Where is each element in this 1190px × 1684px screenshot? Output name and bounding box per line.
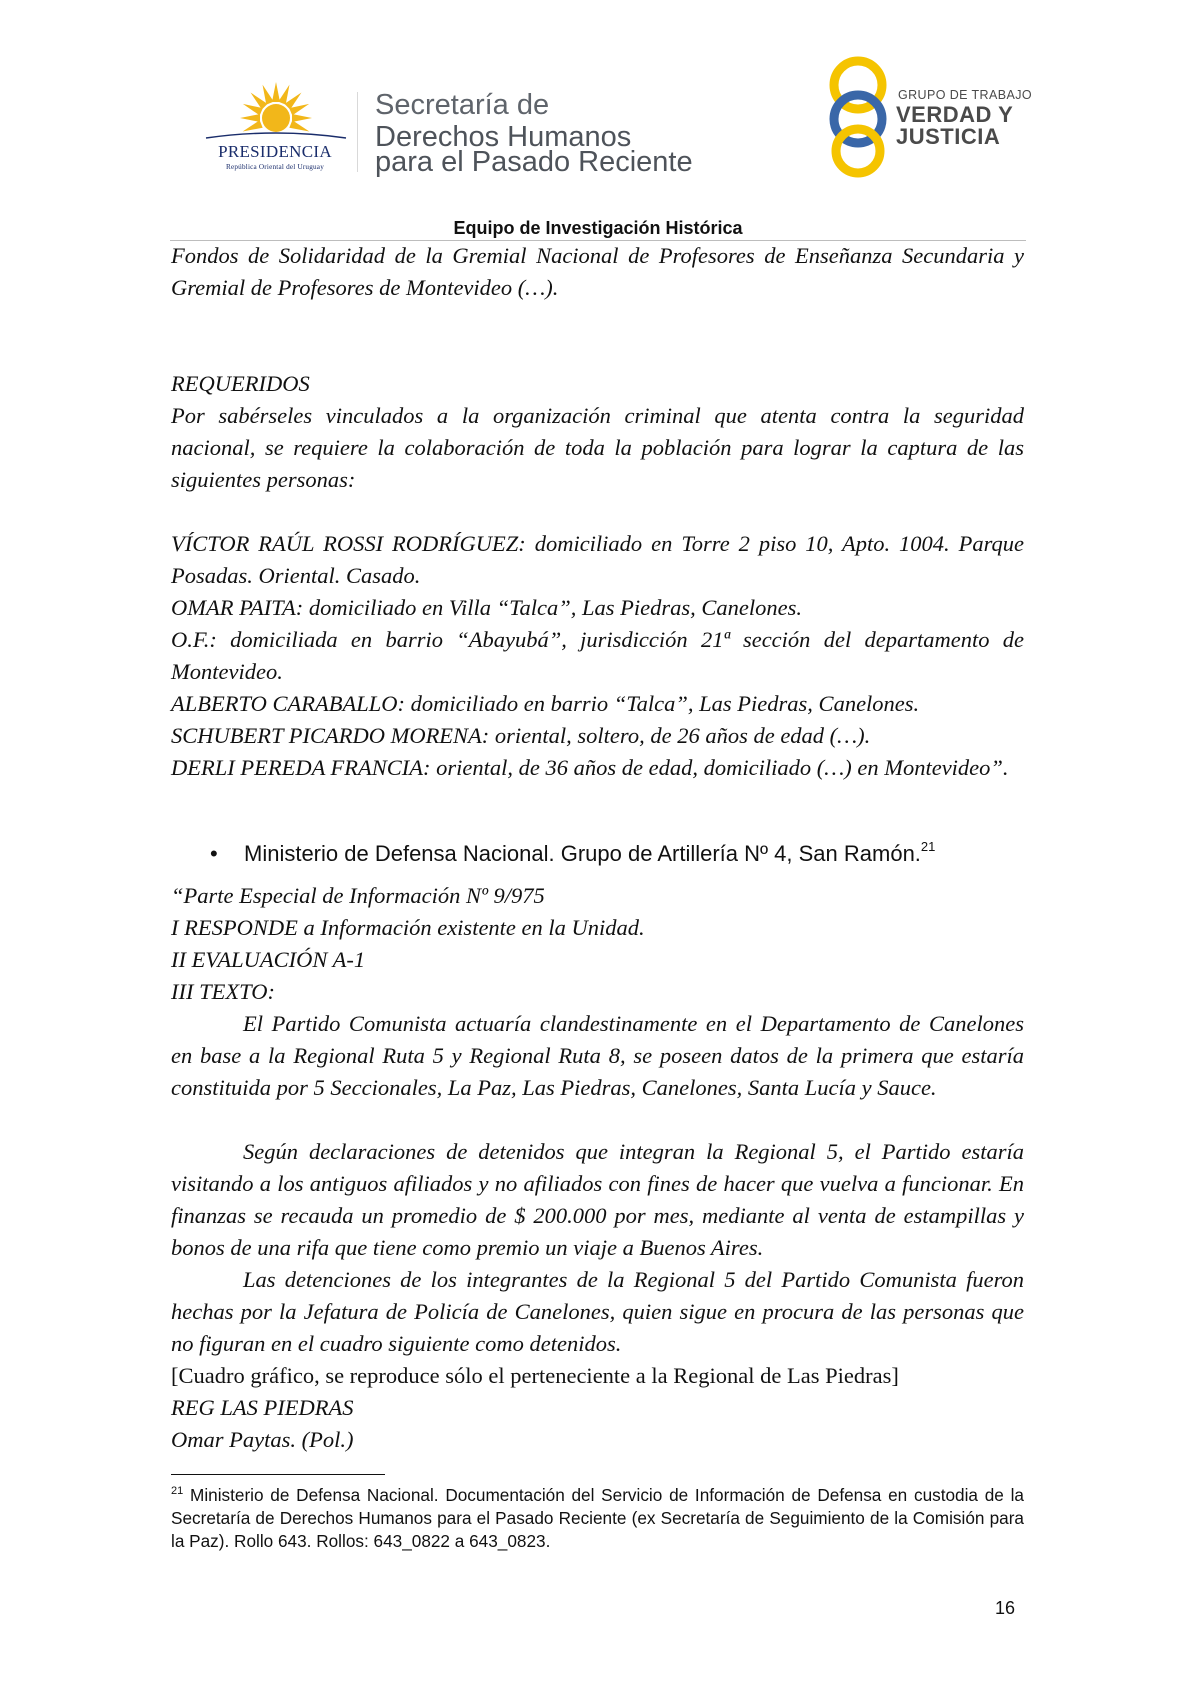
page-number: 16 <box>995 1598 1016 1618</box>
intro-paragraph: Fondos de Solidaridad de la Gremial Nacional de Profesores de Enseñanza Secundaria y Gremial de Profesores de Montevideo (…). <box>171 243 1024 300</box>
verdad-justicia-rings-icon <box>818 55 898 180</box>
justicia-label: JUSTICIA <box>896 124 1001 149</box>
verdad-label: VERDAD Y <box>896 102 1014 127</box>
person-item: OMAR PAITA: domiciliado en Villa “Talca”, Las Piedras, Canelones. <box>171 595 803 620</box>
footnote <box>171 1480 1024 1553</box>
requeridos-text: Por sabérseles vinculados a la organización criminal que atenta contra la seguridad nacional, se requiere la colaboración de toda la población para lograr la captura de las siguientes personas: <box>171 403 1024 492</box>
presidencia-sub-label: República Oriental del Uruguay <box>225 163 324 171</box>
bullet-dot-icon: • <box>210 841 218 866</box>
requeridos-title: REQUERIDOS <box>171 371 310 396</box>
secretaria-line2: Derechos Humanos <box>375 121 632 153</box>
header-divider <box>357 92 358 172</box>
source-bullet <box>210 832 935 869</box>
person-item: ALBERTO CARABALLO: domiciliado en barrio “Talca”, Las Piedras, Canelones. <box>171 691 920 716</box>
person-item: DERLI PEREDA FRANCIA: oriental, de 36 años de edad, domiciliado (…) en Montevideo”. <box>171 755 1009 780</box>
person-entry: Omar Paytas. (Pol.) <box>171 1427 354 1452</box>
secretaria-line1: Secretaría de <box>375 89 550 121</box>
parte-line: “Parte Especial de Información Nº 9/975 <box>171 883 545 908</box>
person-item: VÍCTOR RAÚL ROSSI RODRÍGUEZ: domiciliado en Torre 2 piso 10, Apto. 1004. Parque Posadas. Oriental. Casado. <box>171 531 1024 588</box>
footnote-number: 21 <box>171 1485 184 1497</box>
cuadro-note: [Cuadro gráfico, se reproduce sólo el perteneciente a la Regional de Las Piedras] <box>171 1363 899 1388</box>
grupo-label: GRUPO DE TRABAJO <box>898 88 1032 102</box>
parte-line: III TEXTO: <box>171 979 275 1004</box>
body-paragraph: Según declaraciones de detenidos que integran la Regional 5, el Partido estaría visitando a los antiguos afiliados y no afiliados con fines de hacer que vuelva a funcionar. En finanzas se recauda un promedio de $ 200.000 por mes, mediante al venta de estampillas y bonos de una rifa que tiene como premio un viaje a Buenos Aires. <box>171 1139 1024 1260</box>
body-paragraph: El Partido Comunista actuaría clandestinamente en el Departamento de Canelones en base a la Regional Ruta 5 y Regional Ruta 8, se poseen datos de la primera que estaría constituida por 5 Seccionales, La Paz, Las Piedras, Canelones, Santa Lucía y Sauce. <box>171 1011 1024 1100</box>
reg-label: REG LAS PIEDRAS <box>171 1395 354 1420</box>
footnote-text: Ministerio de Defensa Nacional. Documentación del Servicio de Información de Defensa en custodia de la Secretaría de Derechos Humanos para el Pasado Reciente (ex Secretaría de Seguimiento de la Comisión para la Paz). Rollo 643. Rollos: 643_0822 a 643_0823. <box>171 1485 1024 1551</box>
presidencia-label: PRESIDENCIA <box>218 142 332 161</box>
person-item: O.F.: domiciliada en barrio “Abayubá”, jurisdicción 21ª sección del departamento de Montevideo. <box>171 627 1024 684</box>
secretaria-line3: para el Pasado Reciente <box>375 146 693 178</box>
parte-line: I RESPONDE a Información existente en la Unidad. <box>171 915 645 940</box>
bullet-text: Ministerio de Defensa Nacional. Grupo de Artillería Nº 4, San Ramón. <box>244 841 921 866</box>
body-paragraph: Las detenciones de los integrantes de la Regional 5 del Partido Comunista fueron hechas por la Jefatura de Policía de Canelones, quien sigue en procura de las personas que no figuran en el cuadro siguiente como detenidos. <box>171 1267 1024 1356</box>
team-title: Equipo de Investigación Histórica <box>453 218 743 238</box>
person-item: SCHUBERT PICARDO MORENA: oriental, soltero, de 26 años de edad (…). <box>171 723 871 748</box>
parte-line: II EVALUACIÓN A-1 <box>171 947 366 972</box>
page-header <box>0 0 1190 240</box>
footnote-ref[interactable]: 21 <box>920 839 936 854</box>
footnote-rule <box>171 1474 385 1475</box>
